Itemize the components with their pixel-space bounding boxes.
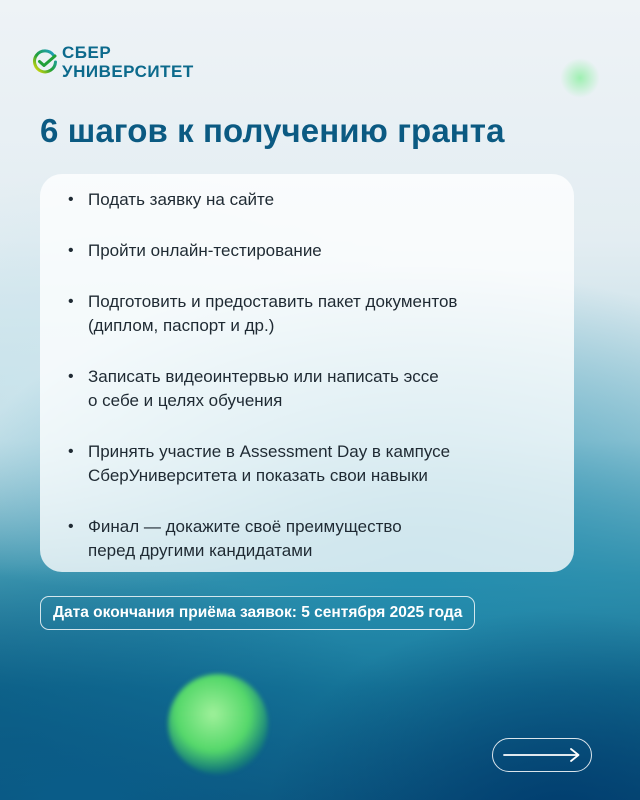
arrow-right-icon <box>503 748 581 762</box>
steps-card <box>40 174 574 572</box>
step-item <box>68 239 554 263</box>
next-slide-button[interactable] <box>492 738 592 772</box>
step-text: • Финал — докажите своё преимущество <box>88 517 402 536</box>
decorative-green-orb <box>168 674 268 774</box>
decorative-glow <box>560 58 600 98</box>
step-item <box>68 290 554 338</box>
step-text: • Пройти онлайн-тестирование <box>88 241 322 260</box>
page-title: 6 шагов к получению гранта <box>40 112 505 149</box>
deadline-badge: Дата окончания приёма заявок: 5 сентября 2025 года <box>40 596 475 630</box>
brand-logo <box>32 44 194 80</box>
step-text: • Подготовить и предоставить пакет документов <box>88 292 458 311</box>
step-text-continued: СберУниверситета и показать свои навыки <box>88 466 428 485</box>
sber-logo-icon <box>32 49 58 75</box>
step-item <box>68 515 554 563</box>
step-text-continued: перед другими кандидатами <box>88 541 313 560</box>
step-text-continued: о себе и целях обучения <box>88 391 283 410</box>
step-text: • Принять участие в Assessment Day в кампусе <box>88 442 451 461</box>
step-item <box>68 188 554 212</box>
brand-name-line2: УНИВЕРСИТЕТ <box>62 62 194 81</box>
step-text: • Записать видеоинтервью или написать эссе <box>88 367 439 386</box>
step-text-continued: (диплом, паспорт и др.) <box>88 316 275 335</box>
steps-list <box>68 188 554 563</box>
step-item <box>68 365 554 413</box>
brand-name-line1: СБЕР <box>62 43 112 62</box>
step-item <box>68 440 554 488</box>
step-text: • Подать заявку на сайте <box>88 190 275 209</box>
